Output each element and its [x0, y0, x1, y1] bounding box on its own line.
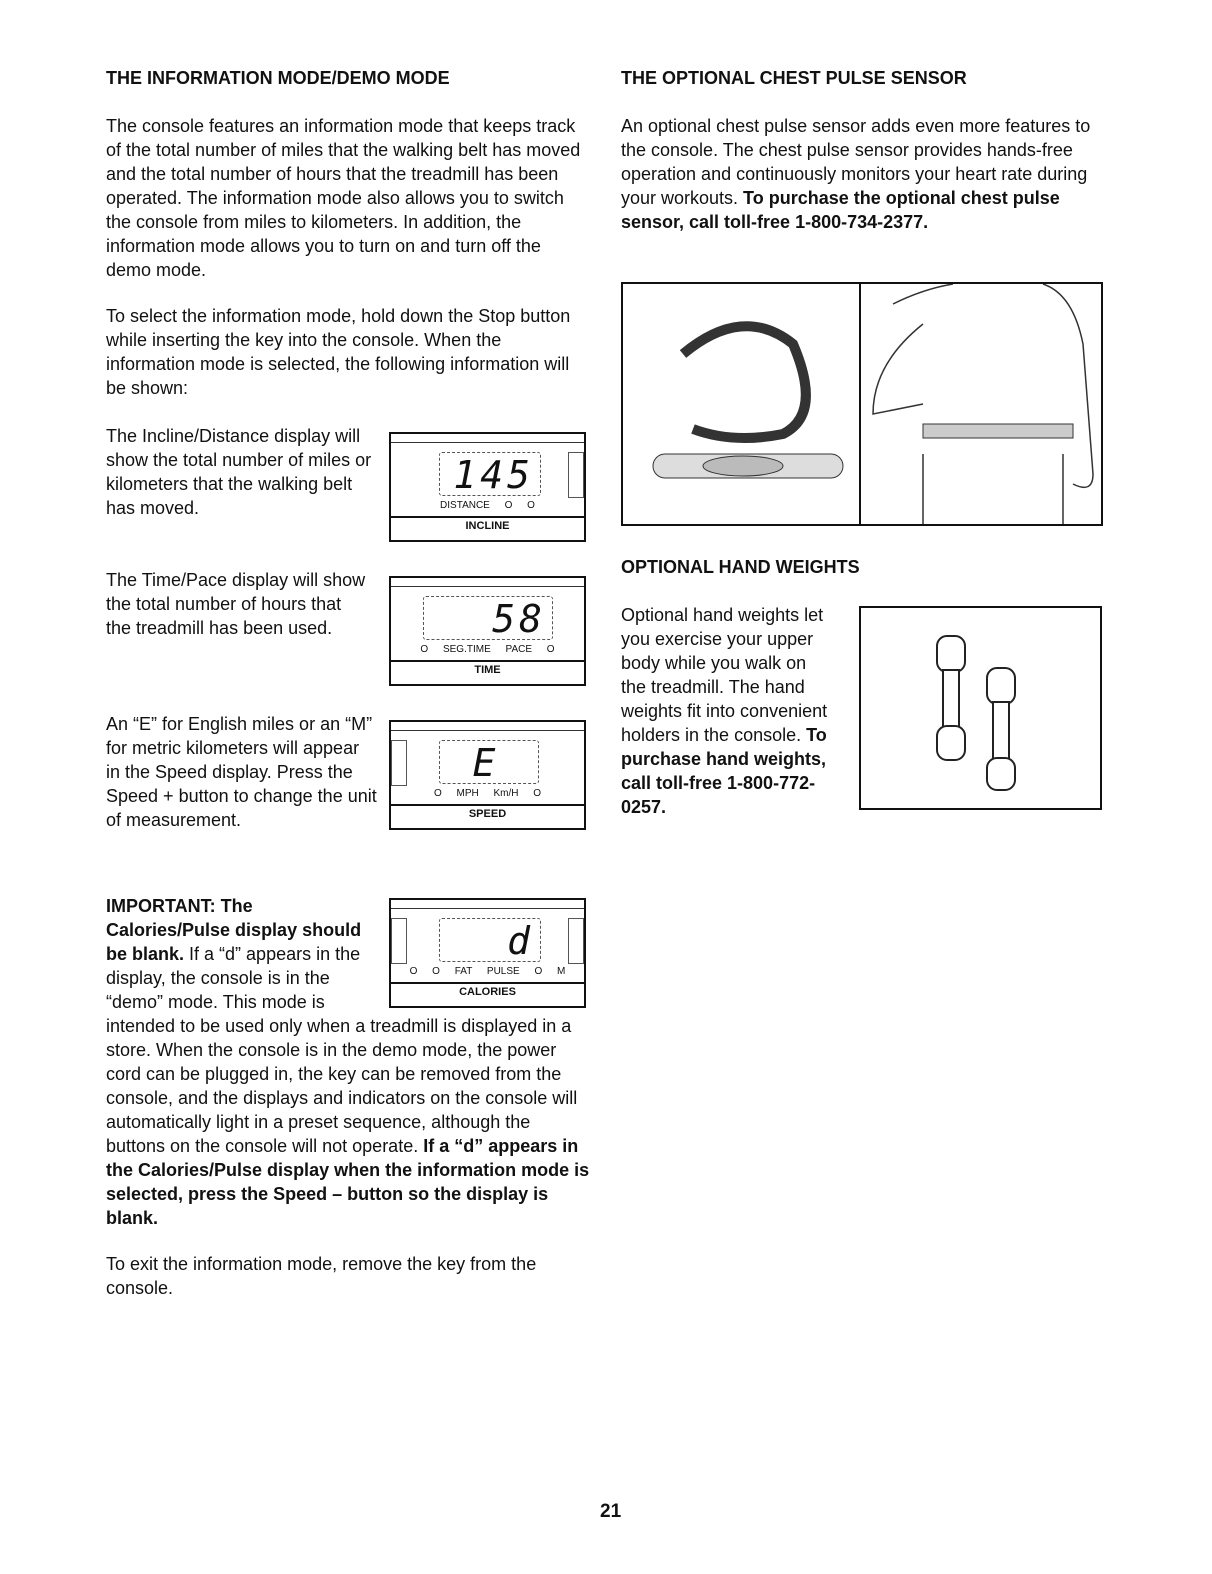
chest-sensor-illustration — [621, 282, 1103, 526]
speed-display — [389, 720, 586, 830]
info-mode-heading: THE INFORMATION MODE/DEMO MODE — [106, 68, 450, 88]
right-column — [621, 66, 1107, 234]
left-column — [106, 66, 590, 1300]
calories-readout: d — [439, 918, 541, 962]
hand-weights-text — [621, 603, 836, 819]
speed-readout: E — [439, 740, 539, 784]
select-info-mode-text: To select the information mode, hold down the Stop button while inserting the key into the console. When the information mode is selected, the following information will be shown: — [106, 306, 571, 398]
speed-section — [106, 712, 590, 886]
calories-label: CALORIES — [391, 982, 584, 1006]
time-label: TIME — [391, 660, 584, 684]
chest-sensor-text — [621, 114, 1107, 234]
time-display — [389, 576, 586, 686]
chest-sensor-body: An optional chest pulse sensor adds even more features to the console. The chest pulse sensor provides hands-free operation and continuously monitors your heart rate during your workouts. — [621, 116, 1091, 208]
incline-indicator-labels: DISTANCE O O — [440, 500, 535, 511]
page-number: 21 — [600, 1501, 622, 1522]
important-bold: IMPORTANT: The Calories/Pulse display should be blank. — [106, 896, 362, 964]
speed-label: SPEED — [391, 804, 584, 828]
hand-weights-illustration — [859, 606, 1102, 810]
chest-sensor-heading: THE OPTIONAL CHEST PULSE SENSOR — [621, 68, 967, 88]
time-section — [106, 568, 590, 702]
hand-weights-body: Optional hand weights let you exercise your upper body while you walk on the treadmill. The hand weights fit into convenient holders in the console. — [621, 605, 828, 745]
speed-text: An “E” for English miles or an “M” for metric kilometers will appear in the Speed display. Press the Speed + button to change the unit of measurement. — [106, 714, 377, 830]
incline-section — [106, 424, 590, 558]
time-text: The Time/Pace display will show the total number of hours that the treadmill has been used. — [106, 570, 366, 638]
chest-strap-drawing — [623, 284, 1101, 524]
exit-info-mode-text: To exit the information mode, remove the key from the console. — [106, 1254, 537, 1298]
incline-label: INCLINE — [391, 516, 584, 540]
hand-weights-purchase: To purchase hand weights, call toll-free 1-800-772-0257. — [621, 725, 827, 817]
time-indicator-labels: O SEG.TIME PACE O — [420, 644, 555, 655]
calories-display — [389, 898, 586, 1008]
info-mode-intro: The console features an information mode that keeps track of the total number of miles that the walking belt has moved and the total number of hours that the treadmill has been operated. The information mode also allows you to switch the console from miles to kilometers. In addition, the information mode allows you to turn on and turn off the demo mode. — [106, 116, 581, 280]
important-section — [106, 894, 590, 1230]
time-readout: 58 — [423, 596, 553, 640]
important-text: If a “d” appears in the display, the console is in the “demo” mode. This mode is intended to be used only when a treadmill is displayed in a store. When the console is in the demo mode, the power cord can be plugged in, the key can be removed from the console, and the displays and indicators on the console will automatically light in a preset sequence, although the buttons on the console will not operate. — [106, 944, 578, 1156]
incline-readout: 145 — [439, 452, 541, 496]
hand-weights-heading: OPTIONAL HAND WEIGHTS — [621, 557, 860, 577]
calories-indicator-labels: O O FAT PULSE O M — [409, 966, 566, 977]
incline-text: The Incline/Distance display will show the total number of miles or kilometers that the walking belt has moved. — [106, 426, 372, 518]
chest-sensor-purchase: To purchase the optional chest pulse sensor, call toll-free 1-800-734-2377. — [621, 188, 1060, 232]
important-bold-2: If a “d” appears in the Calories/Pulse display when the information mode is selected, press the Speed – button so the display is blank. — [106, 1136, 590, 1228]
dumbbells-drawing — [861, 608, 1100, 808]
speed-indicator-labels: O MPH Km/H O — [433, 788, 542, 799]
incline-display — [389, 432, 586, 542]
